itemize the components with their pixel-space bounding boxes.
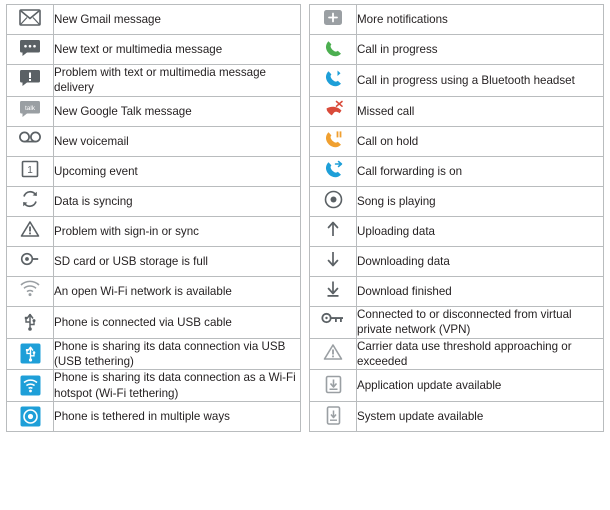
icon-description: Application update available — [357, 370, 604, 402]
vpn-key-icon — [310, 306, 357, 338]
icon-description: Data is syncing — [54, 186, 301, 216]
wifi-hotspot-icon — [7, 370, 54, 402]
notification-icons-table — [6, 4, 604, 432]
column-spacer — [301, 276, 310, 306]
call-in-progress-icon — [310, 35, 357, 65]
icon-description: Carrier data use threshold approaching or exceeded — [357, 338, 604, 370]
icon-description: Phone is sharing its data connection via USB (USB tethering) — [54, 338, 301, 370]
icon-description: Uploading data — [357, 216, 604, 246]
icon-description: An open Wi-Fi network is available — [54, 276, 301, 306]
table-row — [7, 186, 604, 216]
table-row — [7, 96, 604, 126]
icon-description: Problem with text or multimedia message delivery — [54, 65, 301, 97]
column-spacer — [301, 156, 310, 186]
column-spacer — [301, 65, 310, 97]
more-notifications-icon — [310, 5, 357, 35]
column-spacer — [301, 5, 310, 35]
column-spacer — [301, 216, 310, 246]
column-spacer — [301, 35, 310, 65]
icon-description: Connected to or disconnected from virtual private network (VPN) — [357, 306, 604, 338]
voicemail-icon — [7, 126, 54, 156]
table-row — [7, 35, 604, 65]
table-row — [7, 246, 604, 276]
icon-description: Upcoming event — [54, 156, 301, 186]
google-talk-icon — [7, 96, 54, 126]
column-spacer — [301, 186, 310, 216]
system-update-icon — [310, 402, 357, 432]
download-icon — [310, 246, 357, 276]
icon-description: SD card or USB storage is full — [54, 246, 301, 276]
icon-description: Call in progress using a Bluetooth headset — [357, 65, 604, 97]
upload-icon — [310, 216, 357, 246]
icon-description: Download finished — [357, 276, 604, 306]
call-on-hold-icon — [310, 126, 357, 156]
usb-connected-icon — [7, 306, 54, 338]
icon-description: New text or multimedia message — [54, 35, 301, 65]
download-finished-icon — [310, 276, 357, 306]
icon-description: Phone is tethered in multiple ways — [54, 402, 301, 432]
app-update-icon — [310, 370, 357, 402]
usb-tethering-icon — [7, 338, 54, 370]
missed-call-icon — [310, 96, 357, 126]
gmail-envelope-icon — [7, 5, 54, 35]
table-row — [7, 276, 604, 306]
icon-description: Phone is sharing its data connection as a Wi-Fi hotspot (Wi-Fi tethering) — [54, 370, 301, 402]
column-spacer — [301, 246, 310, 276]
table-row — [7, 126, 604, 156]
column-spacer — [301, 338, 310, 370]
call-bluetooth-icon — [310, 65, 357, 97]
calendar-event-icon — [7, 156, 54, 186]
call-forwarding-icon — [310, 156, 357, 186]
data-sync-icon — [7, 186, 54, 216]
icon-description: New Google Talk message — [54, 96, 301, 126]
music-playing-icon — [310, 186, 357, 216]
table-row — [7, 5, 604, 35]
svg-text:1: 1 — [27, 165, 33, 177]
svg-text:talk: talk — [24, 105, 36, 113]
carrier-data-warning-icon — [310, 338, 357, 370]
column-spacer — [301, 126, 310, 156]
icon-description: New Gmail message — [54, 5, 301, 35]
table-row — [7, 402, 604, 432]
icon-description: System update available — [357, 402, 604, 432]
icon-description: Downloading data — [357, 246, 604, 276]
storage-full-icon — [7, 246, 54, 276]
icon-description: Song is playing — [357, 186, 604, 216]
icon-description: Call on hold — [357, 126, 604, 156]
table-row — [7, 216, 604, 246]
icon-description: Missed call — [357, 96, 604, 126]
icon-description: Call forwarding is on — [357, 156, 604, 186]
table-row — [7, 338, 604, 370]
table-row — [7, 306, 604, 338]
icon-description: Phone is connected via USB cable — [54, 306, 301, 338]
sms-message-icon — [7, 35, 54, 65]
column-spacer — [301, 306, 310, 338]
table-row — [7, 65, 604, 97]
open-wifi-icon — [7, 276, 54, 306]
column-spacer — [301, 370, 310, 402]
icon-description: Call in progress — [357, 35, 604, 65]
table-row — [7, 156, 604, 186]
column-spacer — [301, 96, 310, 126]
icon-description: Problem with sign-in or sync — [54, 216, 301, 246]
icon-description: More notifications — [357, 5, 604, 35]
sync-problem-icon — [7, 216, 54, 246]
table-row — [7, 370, 604, 402]
message-problem-icon — [7, 65, 54, 97]
column-spacer — [301, 402, 310, 432]
multiple-tethering-icon — [7, 402, 54, 432]
icon-description: New voicemail — [54, 126, 301, 156]
